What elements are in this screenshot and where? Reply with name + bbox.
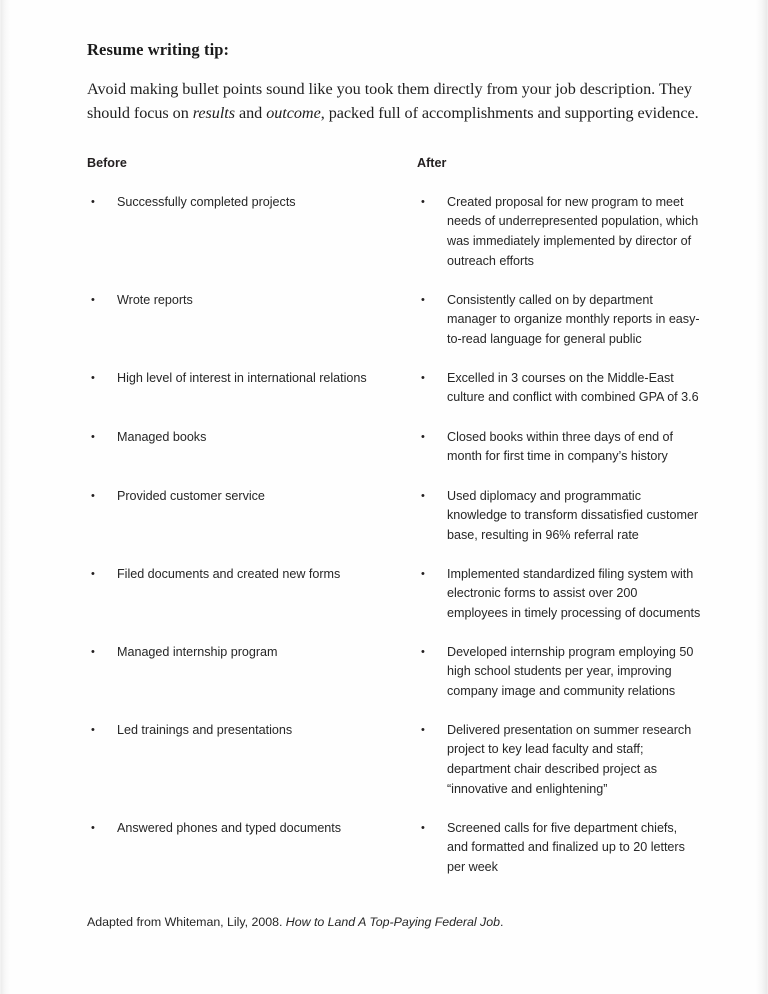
before-cell bbox=[87, 721, 417, 819]
before-bullet-text: Managed books bbox=[117, 429, 207, 444]
list-item bbox=[417, 565, 701, 624]
comparison-rows bbox=[87, 193, 701, 879]
after-bullet-text: Implemented standardized filing system with electronic forms to assist over 200 employees in timely processing of documents bbox=[447, 566, 701, 621]
list-item bbox=[87, 428, 409, 448]
attribution-prefix: Adapted from Whiteman, Lily, 2008. bbox=[87, 915, 286, 929]
after-bullet-text: Closed books within three days of end of month for first time in company’s history bbox=[447, 429, 674, 464]
bullet-point-icon: • bbox=[421, 489, 425, 502]
bullet-point-icon: • bbox=[421, 293, 425, 306]
after-cell bbox=[417, 369, 701, 428]
list-item bbox=[87, 643, 409, 663]
bullet-point-icon: • bbox=[91, 293, 95, 306]
list-item bbox=[417, 721, 701, 799]
page-title: Resume writing tip: bbox=[87, 40, 230, 59]
list-item bbox=[87, 819, 409, 839]
intro-text-part-1: Avoid making bullet points sound like you took them directly from your job description. They should focus on bbox=[87, 79, 692, 122]
after-bullet-text: Created proposal for new program to meet needs of underrepresented population, which was immediately implemented by director of outreach efforts bbox=[447, 194, 699, 268]
after-cell bbox=[417, 487, 701, 565]
bullet-point-icon: • bbox=[421, 723, 425, 736]
after-cell bbox=[417, 291, 701, 369]
bullet-point-icon: • bbox=[91, 195, 95, 208]
document-content bbox=[87, 40, 701, 879]
source-attribution bbox=[87, 914, 503, 931]
list-item bbox=[417, 487, 701, 546]
before-cell bbox=[87, 487, 417, 565]
before-cell bbox=[87, 819, 417, 879]
before-heading: Before bbox=[87, 155, 127, 170]
after-bullet-text: Screened calls for five department chiefs, and formatted and finalized up to 20 letters per week bbox=[447, 820, 685, 875]
before-bullet-text: Managed internship program bbox=[117, 644, 278, 659]
bullet-point-icon: • bbox=[421, 821, 425, 834]
bullet-point-icon: • bbox=[421, 645, 425, 658]
list-item bbox=[417, 291, 701, 350]
bullet-point-icon: • bbox=[91, 821, 95, 834]
intro-text-part-3: , packed full of accomplishments and supporting evidence. bbox=[320, 103, 699, 122]
list-item bbox=[87, 721, 409, 741]
attribution-book-title: How to Land A Top-Paying Federal Job bbox=[285, 915, 500, 929]
before-cell bbox=[87, 428, 417, 487]
intro-emphasis-results: results bbox=[192, 103, 235, 122]
before-cell bbox=[87, 369, 417, 428]
list-item bbox=[87, 193, 409, 213]
after-heading: After bbox=[417, 155, 447, 170]
intro-text-part-2: and bbox=[235, 103, 267, 122]
before-bullet-text: Led trainings and presentations bbox=[117, 722, 293, 737]
after-cell bbox=[417, 428, 701, 487]
list-item bbox=[87, 369, 409, 389]
bullet-point-icon: • bbox=[91, 430, 95, 443]
bullet-point-icon: • bbox=[421, 430, 425, 443]
bullet-point-icon: • bbox=[91, 489, 95, 502]
before-bullet-text: Filed documents and created new forms bbox=[117, 566, 341, 581]
after-column-header bbox=[417, 156, 701, 193]
comparison-row bbox=[87, 819, 701, 879]
before-cell bbox=[87, 291, 417, 369]
attribution-suffix: . bbox=[499, 915, 504, 929]
list-item bbox=[87, 487, 409, 507]
after-cell bbox=[417, 193, 701, 291]
bullet-point-icon: • bbox=[421, 371, 425, 384]
bullet-point-icon: • bbox=[91, 645, 95, 658]
bullet-point-icon: • bbox=[421, 195, 425, 208]
list-item bbox=[417, 193, 701, 271]
list-item bbox=[417, 819, 701, 878]
comparison-row bbox=[87, 369, 701, 428]
list-item bbox=[417, 428, 701, 467]
before-bullet-text: Provided customer service bbox=[117, 488, 265, 503]
comparison-row bbox=[87, 428, 701, 487]
comparison-row bbox=[87, 193, 701, 291]
after-bullet-text: Delivered presentation on summer research project to key lead faculty and staff; department chair described project as “innovative and enlightening” bbox=[447, 722, 692, 796]
list-item bbox=[417, 643, 701, 702]
after-bullet-text: Excelled in 3 courses on the Middle-East culture and conflict with combined GPA of 3.6 bbox=[447, 370, 699, 405]
bullet-point-icon: • bbox=[91, 567, 95, 580]
bullet-point-icon: • bbox=[91, 371, 95, 384]
after-cell bbox=[417, 721, 701, 819]
before-bullet-text: Answered phones and typed documents bbox=[117, 820, 342, 835]
after-bullet-text: Consistently called on by department manager to organize monthly reports in easy-to-read language for general public bbox=[447, 292, 700, 347]
before-cell bbox=[87, 193, 417, 291]
list-item bbox=[87, 565, 409, 585]
before-bullet-text: High level of interest in international relations bbox=[117, 370, 367, 385]
after-cell bbox=[417, 819, 701, 879]
before-column-header bbox=[87, 156, 417, 193]
bullet-point-icon: • bbox=[91, 723, 95, 736]
before-cell bbox=[87, 565, 417, 643]
bullet-point-icon: • bbox=[421, 567, 425, 580]
comparison-row bbox=[87, 565, 701, 643]
after-cell bbox=[417, 565, 701, 643]
comparison-row bbox=[87, 487, 701, 565]
after-bullet-text: Used diplomacy and programmatic knowledge to transform dissatisfied customer base, resulting in 96% referral rate bbox=[447, 488, 699, 543]
before-bullet-text: Wrote reports bbox=[117, 292, 193, 307]
list-item bbox=[87, 291, 409, 311]
intro-emphasis-outcome: outcome bbox=[266, 103, 321, 122]
before-cell bbox=[87, 643, 417, 721]
after-cell bbox=[417, 643, 701, 721]
before-bullet-text: Successfully completed projects bbox=[117, 194, 296, 209]
comparison-row bbox=[87, 721, 701, 819]
column-headings-row bbox=[87, 156, 701, 193]
comparison-row bbox=[87, 643, 701, 721]
list-item bbox=[417, 369, 701, 408]
intro-paragraph bbox=[87, 78, 701, 126]
after-bullet-text: Developed internship program employing 50 high school students per year, improving company image and community relations bbox=[447, 644, 694, 699]
comparison-row bbox=[87, 291, 701, 369]
